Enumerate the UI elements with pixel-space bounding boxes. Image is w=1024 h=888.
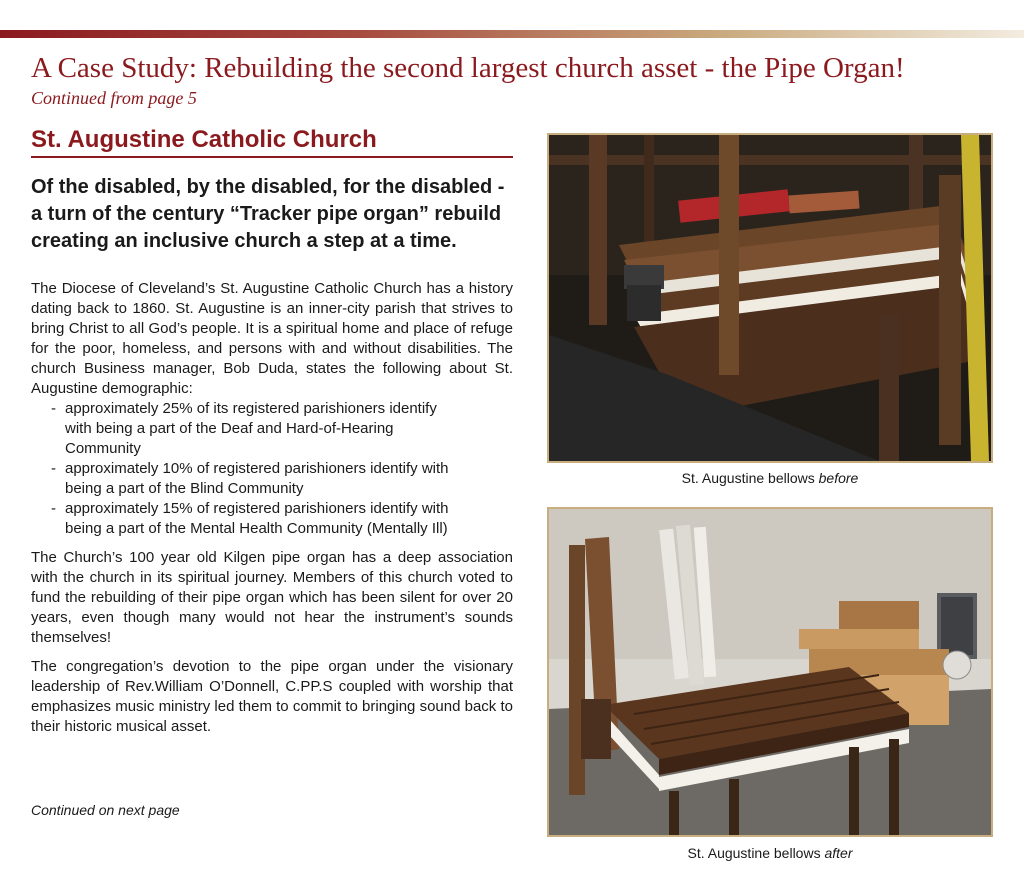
caption-emphasis: before (818, 470, 859, 486)
bellows-after-caption (547, 845, 993, 861)
header-gradient-rule (0, 30, 1024, 38)
organ-paragraph: The Church’s 100 year old Kilgen pipe organ has a deep association with the church in its spiritual journey. Members of this church voted to fund the rebuilding of their pipe organ which has been silent for over 20 years, even though many would not hear the instrument’s sounds themselves! (31, 549, 513, 646)
continued-from-note: Continued from page 5 (31, 88, 197, 108)
caption-emphasis: after (824, 845, 853, 861)
demographic-list (31, 399, 513, 539)
caption-text: St. Augustine bellows (681, 470, 819, 486)
bellows-after-photo (547, 507, 993, 837)
article-column (31, 126, 513, 737)
article-subheading: Of the disabled, by the disabled, for the disabled - a turn of the century “Tracker pipe organ” rebuild creating an inclusive church a step at a time. (31, 176, 505, 252)
list-item: - approximately 15% of registered parishioners identify with being a part of the Mental Health Community (Mentally Ill) (31, 499, 513, 539)
bellows-before-caption (547, 470, 993, 486)
caption-text: St. Augustine bellows (687, 845, 825, 861)
bellows-before-image (549, 135, 991, 461)
list-item: - approximately 10% of registered parishioners identify with being a part of the Blind Community (31, 459, 513, 499)
continued-next-note: Continued on next page (31, 802, 180, 818)
bellows-after-image (549, 509, 991, 835)
devotion-paragraph: The congregation’s devotion to the pipe organ under the visionary leadership of Rev.William O’Donnell, C.PP.S coupled with worship that emphasizes music ministry led them to commit to bringing sound back to their historic musical asset. (31, 658, 513, 735)
list-item: - approximately 25% of its registered parishioners identify with being a part of the Deaf and Hard-of-Hearing Community (31, 399, 513, 459)
case-study-title: A Case Study: Rebuilding the second largest church asset - the Pipe Organ! (31, 52, 905, 84)
church-heading: St. Augustine Catholic Church (31, 126, 513, 158)
bellows-before-photo (547, 133, 993, 463)
intro-paragraph: The Diocese of Cleveland’s St. Augustine Catholic Church has a history dating back to 1860. St. Augustine is an inner-city parish that strives to bring Christ to all God’s people. It is a spiritual home and place of refuge for the poor, homeless, and persons with and without disabilities. The church Business manager, Bob Duda, states the following about St. Augustine demographic: (31, 280, 513, 397)
